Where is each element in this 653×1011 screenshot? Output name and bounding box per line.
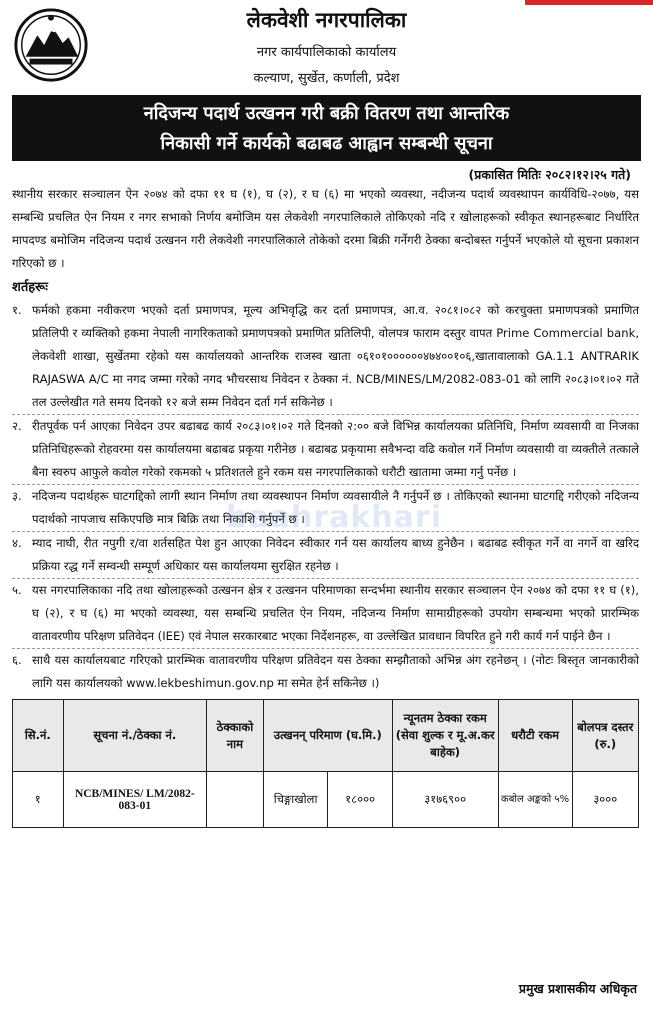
table-row — [13, 772, 639, 828]
condition-number: ५. — [12, 583, 22, 597]
condition-number: १. — [12, 303, 22, 317]
cell-min-amount: ३१७६९०० — [392, 772, 498, 828]
watermark: baahrakhari — [226, 500, 442, 535]
condition-number: ४. — [12, 536, 22, 550]
col-header-notice-no: सूचना नं./ठेक्का नं. — [63, 700, 207, 772]
letterhead — [0, 0, 653, 95]
cell-fee: ३००० — [572, 772, 638, 828]
banner-line-1: नदिजन्य पदार्थ उत्खनन गरी बक्री वितरण तथा आन्तरिक — [143, 103, 510, 124]
signature-title: प्रमुख प्रशासकीय अधिकृत — [518, 981, 637, 996]
conditions-heading: शर्तहरूः — [12, 280, 48, 295]
cell-name — [207, 772, 264, 828]
table-header-row — [13, 700, 639, 772]
condition-text: नदिजन्य पदार्थहरू घाटगद्दिको लागी स्थान निर्माण तथा व्यवस्थापन निर्माण व्यवसायीले नै गर्नुपर्ने छ । तोकिएको स्थानमा घाटगद्दि गरीएको नदिजन्य पदार्थको नापजाच सकिएपछि मात्र बिक्रि तथा निकाशि गर्नुपर्ने छ । — [32, 489, 639, 526]
notice-title-banner — [12, 95, 641, 161]
condition-text: फर्मको हकमा नवीकरण भएको दर्ता प्रमाणपत्र, मूल्य अभिवृद्धि कर दर्ता प्रमाणपत्र, आ.व. २०८१।०८२ को करचुक्ता प्रमाणपत्रको प्रमाणित प्रतिलिपी र व्यक्तिको हकमा नेपाली नागरिकताको प्रमाणपत्रको प्रमाणित प्रतिलिपी, वोलपत्र फाराम दस्तुर वापत Prime Commercial bank, लेकवेशी शाखा, सुर्खेतमा रहेको यस कार्यालयको आन्तरिक राजस्व खाता ०६१०१००००००४७४००१०६,खातावालाको GA.1.1 ANTRARIK RAJASWA A/C मा नगद जम्मा गरेको नगद भौचरसाथ निवेदन र ठेक्का नं. NCB/MINES/LM/2082-083-01 को लागि २०८३।०१।०२ गते तल उल्लेखीत गते समय दिनको १२ बजे सम्म निवेदन दर्ता गर्न सकिनेछ । — [32, 303, 639, 409]
cell-notice-no: NCB/MINES/ LM/2082-083-01 — [63, 772, 207, 828]
cell-deposit: कबोल अङ्कको ५% — [498, 772, 572, 828]
conditions-list — [12, 299, 639, 695]
condition-item — [12, 532, 639, 579]
notice-body — [12, 183, 639, 695]
col-header-deposit: धरौटी रकम — [498, 700, 572, 772]
org-name: लेकवेशी नगरपालिका — [246, 8, 407, 32]
cell-sn: १ — [13, 772, 64, 828]
col-header-fee: बोलपत्र दस्तर (रु.) — [572, 700, 638, 772]
condition-number: २. — [12, 419, 22, 433]
condition-item — [12, 485, 639, 532]
condition-item — [12, 299, 639, 415]
cell-place: चिङ्गाखोला — [263, 772, 328, 828]
cell-quantity: १८००० — [328, 772, 392, 828]
office-address: कल्याण, सुर्खेत, कर्णाली, प्रदेश — [253, 71, 400, 86]
banner-line-2: निकासी गर्ने कार्यको बढाबढ आह्वान सम्बन्धी सूचना — [160, 133, 493, 154]
condition-number: ६. — [12, 653, 22, 667]
condition-item — [12, 415, 639, 485]
condition-text: म्याद नाघी, रीत नपुगी र/वा शर्तसहित पेश हुन आएका निवेदन स्वीकार गर्न यस कार्यालय बाध्य हुनेछैन । बढाबढ स्वीकृत गर्ने वा नगर्ने वा खरिद प्रक्रिया रद्ध गर्ने सम्वन्धी सम्पूर्ण अधिकार यस कार्यालयमा सुरक्षित रहनेछ । — [32, 536, 639, 573]
condition-item — [12, 649, 639, 695]
condition-text: रीतपूर्वक पर्न आएका निवेदन उपर बढाबढ कार्य २०८३।०१।०२ गते दिनको २:०० बजे विभिन्न कार्यालयका प्रतिनिधि, निर्माण व्यवसायी वा निजका प्रतिनिधिहरूको रोहवरमा यस कार्यालयमा बढाबढ प्रकृया गरीनेछ । बढाबढ प्रकृयामा सवैभन्दा वढि कवोल गर्ने निर्माण व्यवसायी वा व्यक्तीले तत्काले बैना स्वरुप आफुले कवोल गरेको रकमको ५ प्रतिशतले हुने रकम यस नगरपालिकाको धरौटी खातामा जम्मा गर्नु पर्नेछ । — [32, 419, 639, 479]
condition-number: ३. — [12, 489, 22, 503]
condition-text: यस नगरपालिकाका नदि तथा खोलाहरूको उत्खनन क्षेत्र र उत्खनन परिमाणका सन्दर्भमा स्थानीय सरकार सञ्चालन ऐन २०७४ को दफा ११ घ (१), घ (२), र घ (६) मा भएको व्यवस्था, यस सम्बन्धि प्रचलित ऐन नियम, नदिजन्य निर्माण सामाग्रीहरूको उपयोग सम्बन्धमा भएको प्रारम्भिक वातावरणीय परिक्षण प्रतिवेदन (IEE) एवं नेपाल सरकारबाट भएका निर्देशनहरू, वा उल्लेखित प्रावधान विपरित हुने गरी कार्य गर्न पाईने छैन । — [32, 583, 639, 643]
intro-paragraph: स्थानीय सरकार सञ्चालन ऐन २०७४ को दफा ११ घ (१), घ (२), र घ (६) मा भएको व्यवस्था, नदीजन्य पदार्थ व्यवस्थापन कार्यविधि-२०७७, यस सम्बन्धि प्रचलित ऐन नियम र नगर सभाको निर्णय बमोजिम यस लेकवेशी नगरपालिकाले तोकिएको नदि र खोलाहरूको स्वीकृत स्थानहरूबाट निर्धारित मापदण्ड बमोजिम नदिजन्य पदार्थ उत्खनन गरी लेकवेशी नगरपालिकाले तोकेको दरमा बिक्री गर्नेगरी ठेक्का बन्दोबस्त गर्नुपर्ने भएकोले यो सूचना प्रकाशन गरिएको छ । — [12, 187, 639, 270]
col-header-min-amount: न्यूनतम ठेक्का रकम (सेवा शुल्क र मू.अ.कर बाहेक) — [392, 700, 498, 772]
condition-text: साथै यस कार्यालयबाट गरिएको प्रारम्भिक वातावरणीय परिक्षण प्रतिवेदन यस ठेक्का सम्झौताको अभिन्न अंग रहनेछन् । (नोटः बिस्तृत जानकारीको लागि यस कार्यालयको www.lekbeshimun.gov.np मा समेत हेर्न सकिनेछ ।) — [32, 653, 639, 690]
tender-table — [12, 699, 639, 828]
col-header-name: ठेक्काको नाम — [207, 700, 264, 772]
col-header-quantity: उत्खनन् परिमाण (घ.मि.) — [263, 700, 392, 772]
office-name: नगर कार्यपालिकाको कार्यालय — [256, 45, 397, 60]
condition-item — [12, 579, 639, 649]
col-header-sn: सि.नं. — [13, 700, 64, 772]
published-date: (प्रकासित मितिः २०८२।१२।२५ गते) — [468, 167, 631, 182]
